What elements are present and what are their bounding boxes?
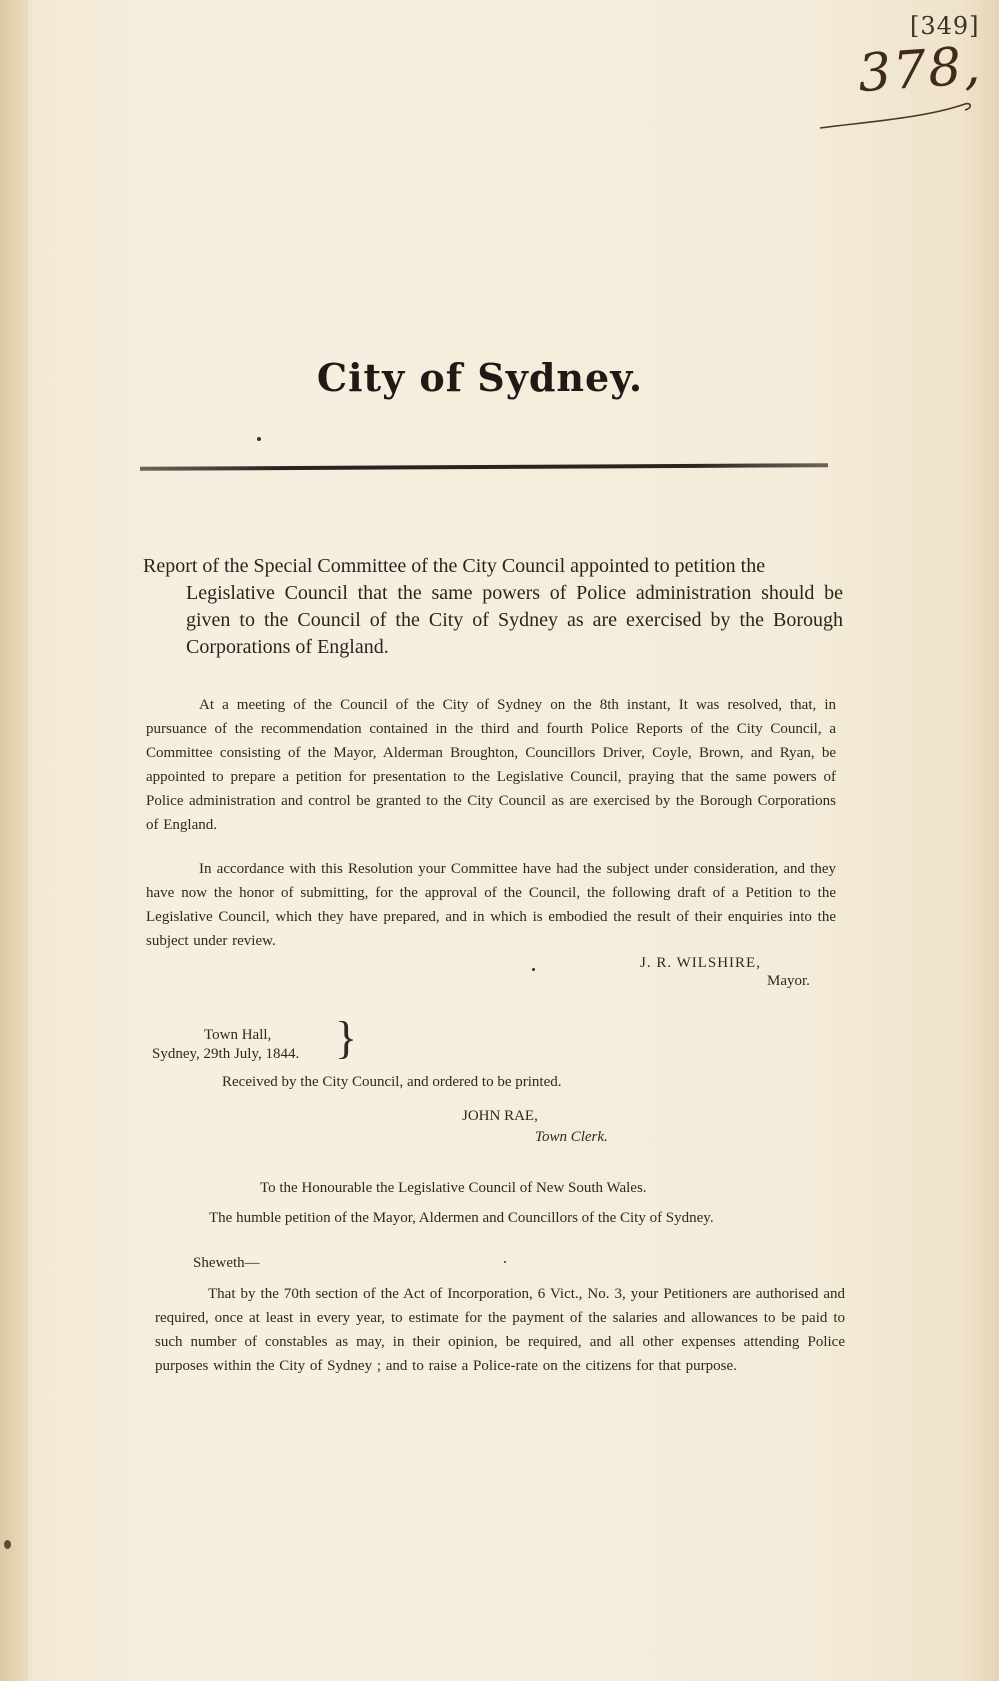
handwritten-stroke	[815, 96, 975, 136]
received-line: Received by the City Council, and ordered to be printed.	[222, 1074, 562, 1090]
report-heading	[143, 553, 843, 661]
folio-box-annotation: [349]	[910, 12, 980, 40]
signature-name: J. R. WILSHIRE,	[640, 955, 761, 971]
clerk-title: Town Clerk.	[535, 1129, 608, 1145]
date-brace: }	[335, 1012, 358, 1063]
ink-speck	[532, 968, 535, 971]
place-line-2: Sydney, 29th July, 1844.	[152, 1046, 300, 1062]
title-rule	[140, 463, 828, 471]
folio-number-annotation: 378,	[856, 35, 984, 105]
paragraph-accordance: In accordance with this Resolution your Committee have had the subject under consideration, and they have now the honor of submitting, for the approval of the Council, the following draft of a Petition to the Legislative Council, which they have prepared, and in which is embodied the result of their enquiries into the subject under review.	[146, 861, 836, 949]
ink-speck	[504, 1261, 506, 1263]
report-heading-continuation: Legislative Council that the same powers of Police administration should be given to the Council of the City of Sydney as are exercised by the Borough Corporations of England.	[186, 582, 843, 658]
ink-speck	[257, 437, 261, 441]
place-line-1: Town Hall,	[204, 1027, 272, 1043]
paragraph-resolution: At a meeting of the Council of the City of Sydney on the 8th instant, It was resolved, that, in pursuance of the recommendation contained in the third and fourth Police Reports of the City Council, a Committee consisting of the Mayor, Alderman Broughton, Councillors Driver, Coyle, Brown, and Ryan, be appointed to prepare a petition for presentation to the Legislative Council, praying that the same powers of Police administration and control be granted to the City Council as are exercised by the Borough Corporations of England.	[146, 697, 836, 833]
page-edge-shadow	[0, 0, 28, 1681]
signature-title: Mayor.	[767, 973, 810, 989]
edge-stain	[4, 1540, 11, 1549]
petition-address: To the Honourable the Legislative Council of New South Wales.	[260, 1180, 647, 1196]
petition-intro: The humble petition of the Mayor, Aldermen and Councillors of the City of Sydney.	[209, 1210, 714, 1226]
sheweth-label: Sheweth—	[193, 1255, 260, 1271]
document-title: City of Sydney.	[316, 355, 644, 400]
clerk-name: JOHN RAE,	[462, 1108, 538, 1124]
paragraph-petition-section: That by the 70th section of the Act of Incorporation, 6 Vict., No. 3, your Petitioners are authorised and required, once at least in every year, to estimate for the payment of the salaries and allowances to be paid to such number of constables as may, in their opinion, be required, and all other expenses attending Police purposes within the City of Sydney ; and to raise a Police-rate on the citizens for that purpose.	[155, 1286, 845, 1374]
report-heading-first-line: Report of the Special Committee of the City Council appointed to petition the	[143, 555, 766, 577]
